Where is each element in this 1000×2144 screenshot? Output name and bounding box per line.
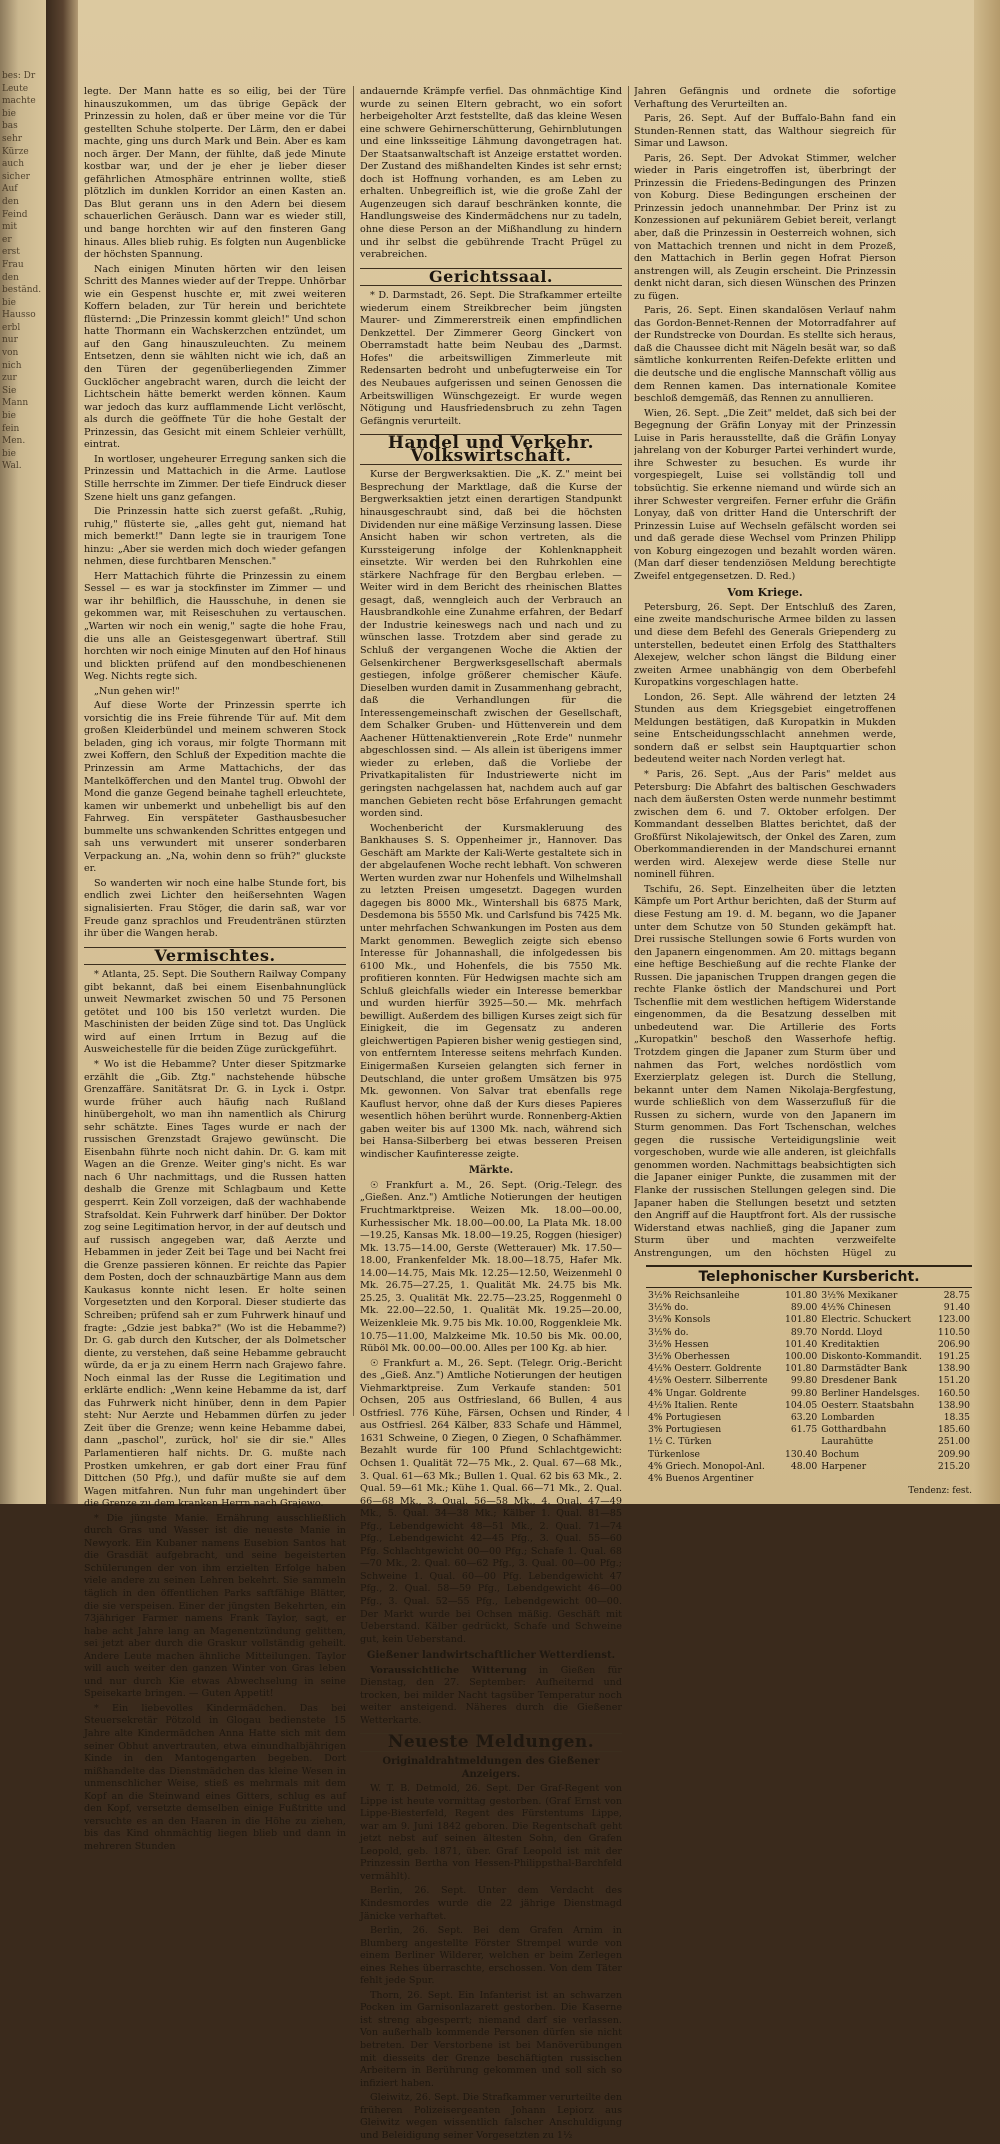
news-item: andauernde Krämpfe verfiel. Das ohnmächtige Kind wurde zu seinen Eltern gebracht, wo ein sofort herbeigeholter Arzt feststellte, daß das kleine Wesen eine schwere Gehirnerschütterung, Gehirnblutungen und eine linksseitige Lähmung davongetragen hat. Der Staatsanwaltschaft ist Anzeige erstattet worden. Der Zustand des mißhandelten Kindes ist sehr ernst; doch ist Hoffnung vorhanden, es am Leben zu erhalten. Unbegreiflich ist, wie die große Zahl der Augenzeugen sich darauf beschränken konnte, die Handlungsweise des Kindermädchens nur zu tadeln, ohne diese Person an der Mißhandlung zu hindern und ihr selbst die gebührende Tracht Prügel zu verabreichen. xyxy=(360,86,622,261)
news-item: Tschifu, 26. Sept. Einzelheiten über die letzten Kämpfe um Port Arthur berichten, daß der Sturm auf diese Festung am 19. d. M. begann, wo die Japaner unter dem Schutze von 50 Stunden gekämpft hat. Drei russische Stellungen sowie 6 Forts wurden von den Japanern eingenommen. Am 20. mittags begann eine heftige Beschießung auf die rechte Flanke der Russen. Die japanischen Truppen drangen gegen die rechte Flanke östlich der Mandschurei und Port Tschenflie mit dem westlichen heftigem Widerstande eingenommen, da die Besatzung desselben mit unbedeutend war. Die Artillerie des Forts „Kuropatkin" beschoß den Wasserhofe heftig. Trotzdem gingen die Japaner zum Sturm über und nahmen das Fort, welches nordöstlich vom Exerzierplatz gelegen ist. Durch die Stellung, bekannt unter dem Namen Nikolaja-Bergfestung, wurde schließlich von dem Wasserzufluß für die Russen zu sichern, wurde von den Japanern im Sturm genommen. Das Fort Tschenschan, welches gegen die russische Verteidigungslinie weit vorgeschoben, wurde wie alle anderen, ist gleichfalls genommen worden. Nachmittags beabsichtigten sich die Japaner einiger Punkte, die zusammen mit der Flanke der russischen Stellungen gelegen sind. Die Japaner haben die Stellungen besetzt und setzten den Angriff auf die Hauptfront fort. Als der russische Widerstand etwas nachließ, ging die Japaner zum Sturm über und machten verzweifelte Anstrengungen, um den höchsten Hügel zu xyxy=(634,883,896,1259)
column-2 xyxy=(360,86,622,2144)
kurs-row xyxy=(646,1473,972,1485)
kurs-price: 123.00 xyxy=(937,1314,970,1326)
kurs-security: 4% Ungar. Goldrente xyxy=(648,1387,747,1399)
story-paragraph: Nach einigen Minuten hörten wir den leisen Schritt des Mannes wieder auf der Treppe. Unhörbar wie ein Gespenst huschte er, mit zwei weiteren Koffern beladen, zur Tür herein und berichtete flüsternd: „Die Prinzessin kommt gleich!" Und schon hatte Thormann ein Wachskerzchen entzündet, um auf den Gang hinauszuleuchten. Zu meinem Entsetzen, denn sie wählten nicht wie ich, daß an den Türen der gegenüberliegenden Zimmer Gucklöcher angebracht waren, durch die leicht der Lichtschein hätte bemerkt werden können. Kaum war jedoch das kurz aufflammende Licht verlöscht, als durch die geöffnete Tür die hohe Gestalt der Prinzessin, das Gesicht mit einem Schleier verhüllt, eintrat. xyxy=(84,263,346,451)
kurs-security: 3½% do. xyxy=(648,1302,689,1314)
kurs-price: 101.80 xyxy=(785,1290,818,1301)
news-item: Berlin, 26. Sept. Bei dem Grafen Arnim in Blumberg angestellte Förster Strempel wurde von einem Berliner Wilderer, welchen er beim Zerlegen eines Rehes überraschte, erschossen. Von dem Täter fehlt jede Spur. xyxy=(360,1925,622,1987)
kurs-price: 130.40 xyxy=(785,1448,818,1460)
kurs-row xyxy=(646,1436,972,1448)
kurs-security: Oesterr. Staatsbahn xyxy=(821,1399,915,1411)
news-item: * D. Darmstadt, 26. Sept. Die Strafkammer erteilte wiederum einem Streikbrecher beim jüngsten Maurer- und Zimmererstreik einen empfindlichen Denkzettel. Der Zimmerer Georg Ginckert von Oberramstadt hatte beim Neubau des „Darmst. Hofes" die arbeitswilligen Zimmerleute mit Redensarten bedroht und unbefugterweise ein Tor des Neubaues aufgerissen und seinen Genossen die Arbeitswilligen Wünschgezeigt. Er wurde wegen Nötigung und Hausfriedensbruch zu zehn Tagen Gefängnis verurteilt. xyxy=(360,290,622,427)
story-paragraph: In wortloser, ungeheurer Erregung sanken sich die Prinzessin und Mattachich in die Arme. Lautlose Stille herrschte im Zimmer. Der tiefe Eindruck dieser Szene hielt uns ganz gefangen. xyxy=(84,453,346,503)
kurs-row xyxy=(646,1412,972,1424)
news-item: * Atlanta, 25. Sept. Die Southern Railway Company gibt bekannt, daß bei einem Eisenbahnunglück unweit Newmarket zwischen 50 und 75 Personen getötet und 100 bis 150 verletzt wurden. Die Maschinisten der beiden Züge sind tot. Das Unglück wird auf einen Irrtum in Bezug auf die Ausweichestelle für die beiden Züge zurückgeführt. xyxy=(84,969,346,1056)
kurs-security: 4½% Chinesen xyxy=(821,1302,891,1314)
kurs-price: 110.50 xyxy=(937,1326,970,1338)
story-paragraph: So wanderten wir noch eine halbe Stunde fort, bis endlich zwei Lichter den heißersehnten Wagen signalisierten. Frau Stöger, die darin saß, war vor Freude ganz sprachlos und Freudentränen stürzten ihr über die Wangen herab. xyxy=(84,877,346,940)
market-report: ☉ Frankfurt a. M., 26. Sept. (Orig.-Telegr. des „Gießen. Anz.") Amtliche Notierungen der heutigen Fruchtmarktpreise. Weizen Mk. 18.00—00.00, Kurhessischer Mk. 18.00—00.00, La Plata Mk. 18.00—19.25, Kansas Mk. 18.00—19.25, Roggen (hiesiger) Mk. 13.75—14.00, Gerste (Wetterauer) Mk. 17.50—18.00, Frankenfelder Mk. 18.00—18.75, Hafer Mk. 14.00—14.75, Mais Mk. 12.25—12.50, Weizenmehl 0 Mk. 26.75—27.25, 1. Qualität Mk. 24.75 bis Mk. 25.25, 3. Qualität Mk. 22.75—23.25, Roggenmehl 0 Mk. 22.00—22.50, 1. Qualität Mk. 19.25—20.00, Weizenkleie Mk. 9.75 bis Mk. 10.00, Roggenkleie Mk. 10.75—11.00, Malzkeime Mk. 10.50 bis Mk. 00.00, Rüböl Mk. 00.00—00.00. Alles per 100 Kg. ab hier. xyxy=(360,1179,622,1355)
section-heading-vermischtes: Vermischtes. xyxy=(84,947,346,966)
news-item: Berlin, 26. Sept. Unter dem Verdacht des Kindesmordes wurde die 22 jährige Dienstmagd Jänicke verhaftet. xyxy=(360,1885,622,1922)
kursbericht-title: Telephonischer Kursbericht. xyxy=(646,1265,972,1288)
kurs-price: 99.80 xyxy=(790,1375,818,1387)
story-paragraph: Auf diese Worte der Prinzessin sperrte ich vorsichtig die ins Freie führende Tür auf. Mit dem großen Kleiderbündel und meinem schweren Stock beladen, ging ich voraus, mir folgte Thormann mit zwei Koffern, den Schluß der Expedition machte die Prinzessin am Arme Mattachichs, der das Mantelköfferchen und den Mantel trug. Obwohl der Mond die ganze Gegend beinahe taghell erleuchtete, kamen wir unbemerkt und unbehelligt bis auf den Fahrweg. Ein verspäteter Gasthausbesucher bummelte uns schwankenden Schrittes entgegen und sah uns verwundert mit unserer sonderbaren Verpackung an. „Na, wohin denn so früh?" gluckste er. xyxy=(84,700,346,875)
kurs-price: 48.00 xyxy=(790,1460,818,1472)
kurs-security: Nordd. Lloyd xyxy=(821,1326,883,1338)
kurs-security: 4½% Oesterr. Goldrente xyxy=(648,1363,762,1375)
news-item: Paris, 26. Sept. Der Advokat Stimmer, welcher wieder in Paris eingetroffen ist, überbringt der Prinzessin die Friedens-Bedingungen des Prinzen von Koburg. Diese Bedingungen erscheinen der Prinzessin jedoch unannehmbar. Der Prinz ist zu Konzessionen auf pekuniärem Gebiet bereit, verlangt aber, daß die Prinzessin in Oesterreich wohnen, sich von Mattachich trennen und nicht in dem Prozeß, den Mattachich in Berlin gegen Hofrat Pierson anstrengen will, als Zeugin erscheint. Die Prinzessin denkt nicht daran, sich diesen Wünschen des Prinzen zu fügen. xyxy=(634,152,896,302)
story-paragraph: legte. Der Mann hatte es so eilig, bei der Türe hinauszukommen, um das übrige Gepäck der Prinzessin zu holen, daß er über meine vor die Tür gestellten Schuhe stolperte. Der Lärm, den er dabei machte, ging uns durch Mark und Bein. Aber es kam noch ärger. Der Mann, der fühlte, daß jede Minute kostbar war, und der je eher je lieber dieser gefährlichen Atmosphäre entrinnen wollte, stieß plötzlich im dunklen Korridor an einen Kasten an. Das Blut gerann uns in den Adern bei diesem schauerlichen Geräusch. Dann war es wieder still, und bange horchten wir auf den finsteren Gang hinaus. Alles blieb ruhig. Es folgten nun Augenblicke der höchsten Spannung. xyxy=(84,86,346,261)
kurs-price xyxy=(933,1473,972,1485)
column-rule xyxy=(628,86,629,1416)
news-item: Wochenbericht der Kursmakleruung des Bankhauses S. S. Oppenheimer jr., Hannover. Das Geschäft am Markte der Kali-Werte gestaltete sich in der abgelaufenen Woche recht lebhaft. Von schweren Werten wurden zwar nur Hohenfels und Wilhelmshall zu letzten Preisen umgesetzt. Dagegen wurden dagegen bis 8000 Mk., Wintershall bis 6875 Mark, Desdemona bis 5550 Mk. und Carlsfund bis 7425 Mk. unter mehrfachen Schwankungen im Posten aus dem Markt genommen. Beweglich zeigte sich ebenso Interesse für Johannashall, die infolgedessen bis 6100 Mk., und Hohenfels, die bis 7550 Mk. profitieren konnten. Für Hedwigsen machte sich am Schluß gleichfalls wieder ein Interesse bemerkbar und wurden hierfür 3925—50.— Mk. mehrfach bewilligt. Außerdem des billigen Kurses zeigt sich für Einigkeit, die im Gegensatz zu anderen gleichwertigen Papieren bisher wenig gestiegen sind, von entferntem Interesse seitens mehrfach Kunden. Einigermaßen Kurseien gelangten sich ferner in Deutschland, die unter großem Umsätzen bis 975 Mk. gewonnen. Von Salvar trat ebenfalls rege Kauflust hervor, ohne daß der Kurs dieses Papieres wesentlich höhen berührt wurde. Ronnenberg-Aktien gaben weiter bis auf 1300 Mk. nach, während sich bei Hansa-Silberberg bei etwas besseren Preisen windischer Kaufinteresse zeigte. xyxy=(360,822,622,1160)
story-paragraph: „Nun gehen wir!" xyxy=(94,685,180,697)
kurs-security: 3½% Konsols xyxy=(648,1314,711,1326)
section-heading-handel: Handel und Verkehr. Volkswirtschaft. xyxy=(360,434,622,465)
kurs-security: 3% Portugiesen xyxy=(648,1424,722,1436)
news-item: * Ein liebevolles Kindermädchen. Das bei Steuersekretär Pötzold in Glogau bedienstete 15 Jahre alte Kindermädchen Anna Hatte sich mit dem seiner Obhut anvertrauten, etwa einundhalbjährigen Kinde in den Mantogengarten begeben. Dort mißhandelte das Dienstmädchen das kleine Wesen in unmenschlicher Weise, stieß es mehrmals mit dem Kopf an die Steinwand eines Gitters, schlug es auf den Kopf, versetzte demselben einige Fußtritte und versuchte es an den Haaren in die Höhe zu ziehen, bis das Kind ohnmächtig liegen blieb und dann in mehreren Stunden xyxy=(84,1702,346,1852)
kurs-security: 4% Buenos Argentiner xyxy=(648,1473,754,1485)
kurs-row xyxy=(646,1351,972,1363)
kurs-security: Electric. Schuckert xyxy=(821,1314,911,1326)
kurs-security: 3½% Hessen xyxy=(648,1338,709,1350)
kurs-price: 101.80 xyxy=(785,1314,818,1326)
kurs-price xyxy=(780,1473,819,1485)
news-item: Jahren Gefängnis und ordnete die sofortige Verhaftung des Verurteilten an. xyxy=(634,86,896,110)
section-heading-gerichtssaal: Gerichtssaal. xyxy=(360,268,622,287)
kurs-price: 138.90 xyxy=(937,1399,970,1411)
kurs-row xyxy=(646,1424,972,1436)
kurs-row xyxy=(646,1400,972,1412)
news-item: W. T. B. Detmold, 26. Sept. Der Graf-Regent von Lippe ist heute vormittag gestorben. (Graf Ernst von Lippe-Biesterfeld, Regent des Fürstentums Lippe, war am 9. Juni 1842 geboren. Die Regentschaft geht jetzt nebst auf seinen ältesten Sohn, den Grafen Leopold, geb. 1871, über. Graf Leopold ist mit der Prinzessin Bertha von Hessen-Philippsthal-Barchfeld vermählt). xyxy=(360,1783,622,1882)
adjacent-page-edge xyxy=(0,0,46,1504)
kurs-row xyxy=(646,1388,972,1400)
kurs-price: 191.25 xyxy=(937,1351,970,1363)
kurs-price: 89.00 xyxy=(790,1302,818,1314)
kurs-security: 3½% Mexikaner xyxy=(821,1290,898,1301)
kurs-price: 89.70 xyxy=(790,1326,818,1338)
kurs-price: 101.40 xyxy=(785,1338,818,1350)
adjacent-page-text: bes: Dr Leute machte bie bas sehr Kürze auch sicher Auf den Feind mit er erst Frau den beständ. bie Hausso erbl nur von nich zur Sie Mann bie fein Men. bie Wal. xyxy=(2,71,42,472)
news-item: Paris, 26. Sept. Einen skandalösen Verlauf nahm das Gordon-Bennet-Rennen der Motorradfahrer auf der Rundstrecke von Dourdan. Es stellte sich heraus, daß die Chaussee dicht mit Nägeln besät war, so daß sämtliche konkurrenten Reifen-Defekte erlitten und die deutsche und die englische Mannschaft völlig aus dem Rennen kamen. Das internationale Komitee beschloß demgemäß, das Rennen zu annullieren. xyxy=(634,305,896,405)
kurs-security: Dresdener Bank xyxy=(821,1375,897,1387)
kurs-price: 100.00 xyxy=(785,1351,818,1363)
kurs-price: 61.75 xyxy=(790,1424,818,1436)
kurs-price: 185.60 xyxy=(937,1424,970,1436)
kurs-security: Darmstädter Bank xyxy=(821,1363,908,1375)
kurs-security: 4% Griech. Monopol-Anl. xyxy=(648,1460,765,1472)
kurs-tendenz: Tendenz: fest. xyxy=(908,1486,972,1497)
kurs-row xyxy=(646,1290,972,1302)
kurs-row xyxy=(646,1375,972,1387)
news-item: * Wo ist die Hebamme? Unter dieser Spitzmarke erzählt die „Gib. Ztg." nachstehende hübsche Grenzaffäre. Sanitätsrat Dr. G. in Lyck i. Ostpr. wurde früher auch häufig nach Rußland hinübergeholt, wo man ihn namentlich als Chirurg sehr schätzte. Eines Tages wurde er nach der russischen Grenzstadt Grajewo gewünscht. Die Eisenbahn führte noch nicht dahin. Dr. G. kam mit Wagen an die Grenze. Weiter ging's nicht. Es war nach 6 Uhr nachmittags, und die Russen hatten deshalb die Grenze mit Schlagbaum und Kette gesperrt. Kein Zoll vorzeigen, daß der wachhabende Strafsoldat. Kein Fuhrwerk darf hinüber. Der Doktor zog seine Legitimation hervor, in der auf deutsch und auf russisch angegeben war, daß Aerzte und Hebammen in jeder Zeit bei Tage und bei Nacht frei die Grenze passieren können. Er reichte das Papier dem Posten, doch der schnauzbärtige Mann aus dem Kaukasus konnte nicht lesen. Er holte seinen Vorgesetzten und den Korporal. Dieser studierte das Schreiben; prüfend sah er zum Fuhrwerk hinauf und fragte: „Gdzie jest babka?" (Wo ist die Hebamme?) Dr. G. gab durch den Kutscher, der als Dolmetscher diente, zu verstehen, daß seine Hebamme gebraucht würde, da er ja zu einem Herrn nach Grajewo fahre. Noch einmal las der Russe die Legitimation und erklärte endlich: „Wenn keine Hebamme da ist, darf das Fuhrwerk nicht hinüber, denn in dem Papier steht: Nur Aerzte und Hebammen dürfen zu jeder Zeit über die Grenze; wenn keine Hebamme dabei, dann „paschol", zurück, hol' sie dir sie." Alles Parlamentieren half nichts. Dr. G. mußte nach Prostken umkehren, er gab dort einer Frau fünf Dittchen (50 Pfg.), und dafür mußte sie auf dem Wagen mitfahren. Nun fuhr man ungehindert über die Grenze zu dem kranken Herrn nach Grajewo. xyxy=(84,1059,346,1510)
kurs-price: 206.90 xyxy=(937,1338,970,1350)
story-paragraph: Herr Mattachich führte die Prinzessin zu einem Sessel — es war ja stockfinster im Zimmer — und war ihr behilflich, die Hausschuhe, in denen sie gekommen war, mit Reiseschuhen zu vertauschen. „Warten wir noch ein wenig," sagte die hohe Frau, die uns alle an Geistesgegenwart übertraf. Still horchten wir noch einige Minuten auf den Hof hinaus und blickten prüfend auf den mondbeschienenen Weg. Nichts regte sich. xyxy=(84,570,346,683)
news-item: London, 26. Sept. Alle während der letzten 24 Stunden aus dem Kriegsgebiet eingetroffenen Meldungen bestätigen, daß Kuropatkin in Mukden seine Entscheidungsschlacht annehmen werde, sondern daß er selbst sein Hauptquartier schon bedeutend weiter nach Norden verlegt hat. xyxy=(634,691,896,766)
kurs-price: 160.50 xyxy=(937,1387,970,1399)
subheading-wetterdienst: Gießener landwirtschaftlicher Wetterdienst. xyxy=(366,1650,616,1662)
kurs-security: Diskonto-Kommandit. xyxy=(821,1351,922,1363)
kurs-price: 18.35 xyxy=(943,1412,970,1424)
telephonischer-kursbericht xyxy=(646,1265,972,1496)
kurs-price: 151.20 xyxy=(937,1375,970,1387)
kurs-row xyxy=(646,1339,972,1351)
kurs-row xyxy=(646,1327,972,1339)
kurs-row xyxy=(646,1314,972,1326)
kurs-security: 4½% Oesterr. Silberrente xyxy=(648,1375,768,1387)
kurs-row xyxy=(646,1302,972,1314)
news-item: Thorn, 26. Sept. Ein Infanterist ist an schwarzen Pocken im Garnisonlazarett gestorben. Die Kaserne ist streng abgesperrt; niemand darf sie verlassen. Von außerhalb kommende Personen dürfen sie nicht betreten. Der Verstorbene ist bei Manöverübungen mit diesseits der Grenze beschäftigten russischen Arbeitern in Berührung gekommen und soll sich so infiziert haben. xyxy=(360,1989,622,2089)
kurs-security: Laurahütte xyxy=(821,1436,874,1448)
kurs-price: 104.05 xyxy=(785,1399,818,1411)
subheading-originaldraht: Originaldrahtmeldungen des Gießener Anzeigers. xyxy=(382,1756,600,1780)
kurs-security: 1½ C. Türken xyxy=(648,1436,712,1448)
kurs-table xyxy=(646,1290,972,1485)
kurs-security: Berliner Handelsges. xyxy=(821,1387,920,1399)
kurs-row xyxy=(646,1449,972,1461)
news-item: Gleiwitz, 26. Sept. Die Strafkammer verurteilte den früheren Polizeisergeanten Johann Lepiorz aus Gleiwitz wegen wissentlich falscher Anschuldigung und Beleidigung seiner Vorgesetzten zu 1½ xyxy=(360,2092,622,2141)
column-3 xyxy=(634,86,896,1261)
kurs-security: 3½% do. xyxy=(648,1326,689,1338)
kurs-security: Türkenlose xyxy=(648,1448,700,1460)
kurs-price: 63.20 xyxy=(790,1412,818,1424)
kurs-security: 3½% Oberhessen xyxy=(648,1351,730,1363)
kurs-price: 28.75 xyxy=(943,1290,970,1301)
weather-label: Voraussichtliche Witterung xyxy=(370,1664,527,1676)
news-item: Kurse der Bergwerksaktien. Die „K. Z." meint bei Besprechung der Marktlage, daß die Kurse der Bergwerksaktien jetzt einen derartigen Standpunkt hinausgeschraubt sind, daß bei die höchsten Dividenden nur eine mäßige Verzinsung lassen. Diese Ansicht haben wir schon vertreten, als die Kurssteigerung infolge der Kohlenknappheit einsetzte. Wir werden bei den Ruhrkohlen eine stärkere Nachfrage für den Bergbau erleben. — Weiter wird in dem Bericht des rheinischen Blattes gesagt, daß, wenngleich auch der Verbrauch an Hausbrandkohle eine Zunahme erfahren, der Bedarf der Industrie keineswegs nach und nach und zu wünschen lasse. Trotzdem aber sind gerade zu Schluß der vergangenen Woche die Aktien der Gelsenkirchener Bergwerksgesellschaft abermals gestiegen, infolge größerer chemischer Käufe. Dieselben wurden damit in Zusammenhang gebracht, daß die Verhandlungen für die Interessengemeinschaft zwischen der Gesellschaft, dem Schalker Gruben- und Hüttenverein und dem Aachener Hüttenaktienverein „Rote Erde" nunmehr abgeschlossen sind. — Als allein ist überigens immer wieder zu erleben, daß die Vorliebe der Privatkapitalisten für Industriewerte nicht im geringsten nachgelassen hat, nachdem auch auf gar manchen Gebieten recht böse Erfahrungen gemacht worden sind. xyxy=(360,469,622,820)
section-heading-neueste-meldungen: Neueste Meldungen. xyxy=(360,1733,622,1752)
kurs-security: 4½% Italien. Rente xyxy=(648,1399,738,1411)
kurs-price: 138.90 xyxy=(937,1363,970,1375)
news-item: * Die jüngste Manie. Ernährung ausschließlich durch Gras und Wasser ist die neueste Manie in Newyork. Ein Kubaner namens Eusebion Santos hat die Grasdiät aufgebracht, und seine begeisterten Schülerungen der von ihm erzielten Erfolge haben viele andere zu seinen Lehren bekehrt. Sie sammeln täglich in den öffentlichen Parks saftfähige Blätter, die sie verspeisen. Einer der jüngsten Bekehrten, ein 73jähriger Farmer namens Frank Taylor, sagt, er habe acht Jahre lang an Magenentzündung gelitten, sei jetzt aber durch die Graskur vollständig geheilt. Andere Leute machen ähnliche Mitteilungen. Taylor will auch weiter den ganzen Winter von Gras leben und nur durch Kie etwas Abwechselung in seine Speisekarte bringen. — Guten Appetit! xyxy=(84,1512,346,1700)
kurs-price: 91.40 xyxy=(943,1302,970,1314)
page-edge xyxy=(974,0,1000,1504)
kurs-price: 101.80 xyxy=(785,1363,818,1375)
column-1 xyxy=(84,86,346,1855)
kurs-security: Gotthardbahn xyxy=(821,1424,887,1436)
market-report: ☉ Frankfurt a. M., 26. Sept. (Telegr. Orig.-Bericht des „Gieß. Anz.") Amtliche Notierungen der heutigen Viehmarktpreise. Zum Verkaufe standen: 501 Ochsen, 205 aus Ostfriesland, 66 Bullen, 4 aus Ostfriesl. 776 Kühe, Färsen, Ochsen und Rinder, 4 aus Ostfriesl. 264 Kälber, 833 Schafe und Hämmel, 1631 Schweine, 0 Ziegen, 0 Ziegen, 0 Schafhämmer. Bezahlt wurde für 100 Pfund Schlachtgewicht: Ochsen 1. Qualität 72—75 Mk., 2. Qual. 67—68 Mk., 3. Qual. 61—63 Mk.; Bullen 1. Qual. 62 bis 63 Mk., 2. Qual. 59—61 Mk.; Kühe 1. Qual. 66—71 Mk., 2. Qual. 66—68 Mk., 3. Qual. 56—58 Mk., 4. Qual. 47—49 Mk., 5. Qual. 34—38 Mk.; Kälber 1. Qual. 81—85 Pfg., Lebendgewicht 48—51 Mk., 2. Qual. 71—74 Pfg., Lebendgewicht 42—45 Pfg., 3. Qual. 55—60 Pfg. Schlachtgewicht 00—00 Pfg.; Schafe 1. Qual. 68—70 Mk., 2. Qual. 60—62 Pfg., 3. Qual. 00—00 Pfg.; Schweine 1. Qual. 60—00 Pfg. Lebendgewicht 47 Pfg., 2. Qual. 58—59 Pfg., Lebendgewicht 46—00 Pfg., 3. Qual. 52—55 Pfg., Lebendgewicht 00—00. Der Markt wurde bei Ochsen mäßig. Geschäft mit Ueberstand. Kälber gedrückt, Schafe und Schweine gut, kein Ueberstand. xyxy=(360,1357,622,1645)
kurs-price: 251.00 xyxy=(937,1436,970,1448)
kurs-price: 99.80 xyxy=(790,1387,818,1399)
subheading-maerkte: Märkte. xyxy=(468,1165,514,1177)
story-paragraph: Die Prinzessin hatte sich zuerst gefaßt. „Ruhig, ruhig," flüsterte sie, „alles geht gut, niemand hat mich bemerkt!" Dann legte sie in traurigem Tone hinzu: „Aber sie werden mich doch wieder gefangen nehmen, diese furchtbaren Menschen." xyxy=(84,506,346,568)
weather-text: in Gießen für Dienstag, den 27. September: Aufheiternd und trocken, bei milder Nacht tagsüber Temperatur noch weiter ansteigend. Näheres durch die Gießener Wetterkarte. xyxy=(360,1664,622,1726)
newspaper-page xyxy=(78,0,1000,2141)
kurs-security: Lombarden xyxy=(821,1412,875,1424)
column-rule xyxy=(353,86,354,1416)
news-item: * Paris, 26. Sept. „Aus der Paris" meldet aus Petersburg: Die Abfahrt des baltischen Geschwaders nach dem äußersten Osten werde nunmehr bestimmt zwischen dem 6. und 7. Oktober erfolgen. Der Kommandant desselben Blattes berichtet, daß der Großfürst Nikolajewitsch, der Onkel des Zaren, zum Oberkommandierenden in der Mandschurei ernannt werden wird. Alexejew werde diese Stelle nur nominell führen. xyxy=(634,768,896,881)
subheading-vom-kriege: Vom Kriege. xyxy=(727,586,803,600)
kurs-price xyxy=(780,1436,819,1448)
kurs-security: 4% Portugiesen xyxy=(648,1412,722,1424)
kurs-security xyxy=(819,1473,933,1485)
kurs-security: Bochum xyxy=(821,1448,860,1460)
news-item: Paris, 26. Sept. Auf der Buffalo-Bahn fand ein Stunden-Rennen statt, das Walthour siegreich für Simar und Lawson. xyxy=(634,113,896,150)
news-item: Wien, 26. Sept. „Die Zeit" meldet, daß sich bei der Begegnung der Gräfin Lonyay mit der Prinzessin Luise in Paris herausstellte, daß die Gräfin Lonyay jahrelang von der Koburger Partei verhindert wurde, ihre Schwester zu besuchen. Es wurde ihr vorgespiegelt, Luise sei vollständig toll und tobsüchtig. Sie erkenne niemand und würde sich an ihrer Schwester vergreifen. Ferner erfuhr die Gräfin Lonyay, daß von dritter Hand die Unterschrift der Prinzessin Luise auf Wechseln gefälscht worden sei und daß gerade diese Wechsel vom Prinzen Philipp von Koburg eingezogen und bezahlt worden wären. (Man darf dieser tendenziösen Meldung berechtigte Zweifel entgegensetzen. D. Red.) xyxy=(634,407,896,582)
kurs-security: Harpener xyxy=(821,1460,867,1472)
book-gutter xyxy=(46,0,80,1504)
kurs-row xyxy=(646,1461,972,1473)
kurs-row xyxy=(646,1363,972,1375)
kurs-price: 209.90 xyxy=(937,1448,970,1460)
kurs-security: 3½% Reichsanleihe xyxy=(648,1290,740,1301)
kurs-security: Kreditaktien xyxy=(821,1338,880,1350)
kurs-price: 215.20 xyxy=(937,1460,970,1472)
news-item: Petersburg, 26. Sept. Der Entschluß des Zaren, eine zweite mandschurische Armee bilden zu lassen und diese dem Befehl des Generals Griependerg zu unterstellen, bedeutet einen Erfolg des Statthalters Alexejew, welcher schon längst die Bildung einer zweiten Armee unabhängig von dem Oberbefehl Kuropatkins vorgeschlagen hatte. xyxy=(634,601,896,689)
